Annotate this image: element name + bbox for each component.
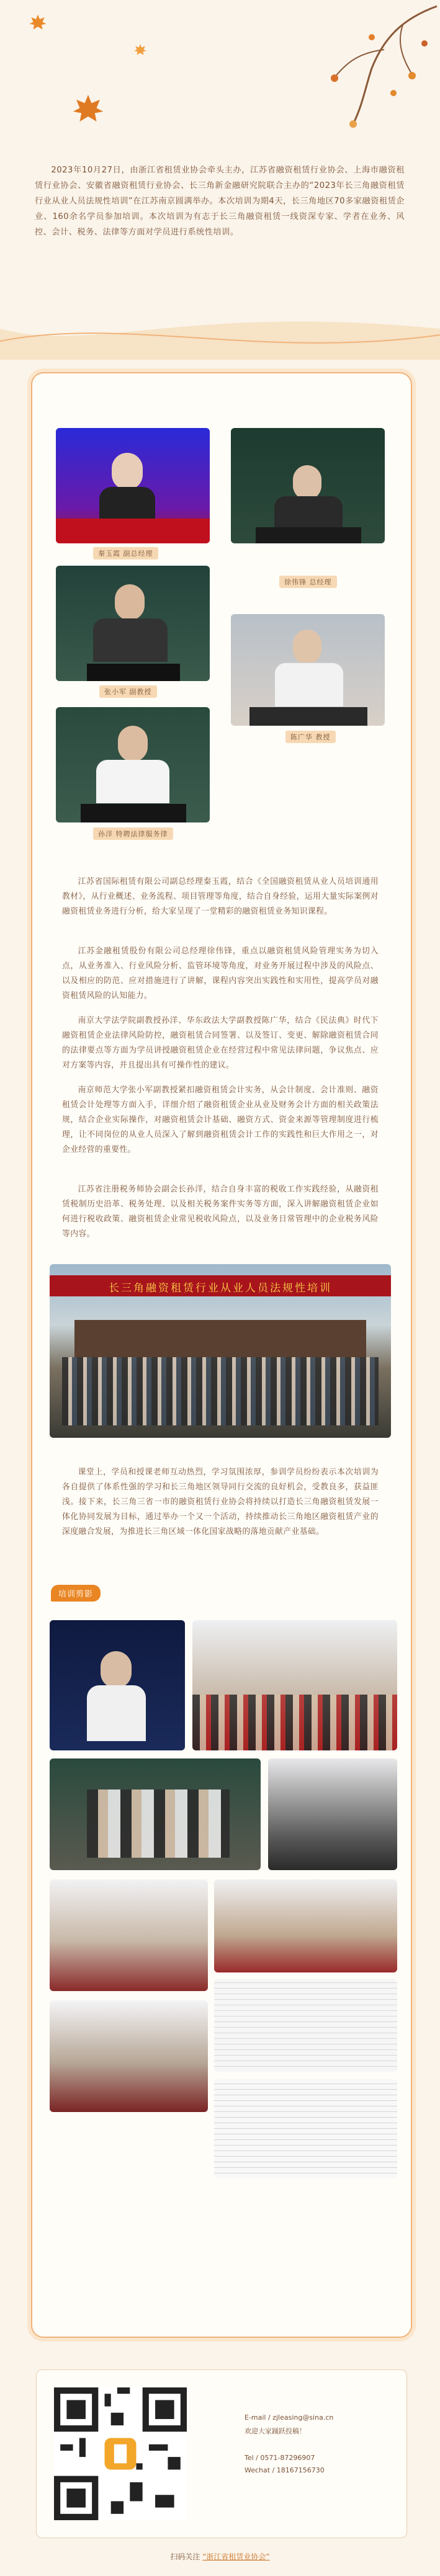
speaker-caption: 陈广华 教授 bbox=[285, 731, 336, 743]
follow-account-link[interactable]: “浙江省租赁业协会” bbox=[202, 2552, 270, 2561]
highlight-photo bbox=[50, 1758, 261, 1870]
contact-subscribe: 欢迎大家踊跃投稿！ bbox=[245, 2427, 306, 2435]
qr-code bbox=[54, 2387, 187, 2520]
lecture-paragraph: 南京师范大学张小军副教授紧扣融资租赁会计实务，从会计制度、会计准则、融资租赁会计处理等方面入手，详细介绍了融资租赁企业从业及财务会计方面的相关政策法规，结合企业实际操作，对融资租赁会计基础、融资方式、资金来源等管理制度进行梳理，让不同岗位的从业人员深入了解到融资租赁会计工作的实践性和巨大作用之一，对企业经营的重要性。 bbox=[62, 1085, 379, 1154]
highlight-photo bbox=[214, 2079, 397, 2178]
speaker-photo bbox=[56, 707, 210, 822]
highlight-photo bbox=[50, 1620, 185, 1750]
contact-email: E-mail / zjleasing@sina.cn bbox=[245, 2413, 334, 2422]
closing-paragraph: 课堂上，学员和授课老师互动热烈，学习氛围浓厚，参训学员纷纷表示本次培训为各自提供了体系性强的学习和长三角地区领导同行交流的良好机会，受教良多，获益匪浅。接下来，长三角三省一市的融资租赁行业协会将持续以打造长三角融资租赁发展一体化协同发展为目标，通过举办一个又一个活动，持续推动长三角地区融资租赁产业的深度融合发展，为推进长三角区域一体化国家战略的落地贡献产业基础。 bbox=[62, 1468, 379, 1536]
highlights-label: 培训剪影 bbox=[51, 1585, 101, 1602]
intro-paragraph: 2023年10月27日，由浙江省租赁业协会牵头主办，江苏省融资租赁行业协会、上海市融资租赁行业协会、安徽省融资租赁行业协会、长三角新金融研究院联合主办的“2023年长三角融资租赁行业从业人员法规性培训”在江苏南京圆满举办。本次培训为期4天，长三角地区70多家融资租赁企业、160余名学员参加培训。本次培训为有志于长三角融资租赁一线资深专家、学者在业务、风控、会计、税务、法律等方面对学员进行系统性培训。 bbox=[35, 166, 405, 237]
contact-phone: Tel / 0571-87296907 bbox=[245, 2454, 315, 2462]
lecture-paragraph: 江苏金融租赁股份有限公司总经理徐伟锋，重点以融资租赁风险管理实务为切入点，从业务准入、行业风险分析、监管环境等角度，对业务开展过程中涉及的风险点、以及相应的防范、应对措施进行了讲解，课程内容突出实践性和实用性，提高学员对融资租赁风险的认知能力。 bbox=[62, 947, 379, 1001]
contact-wechat: Wechat / 18167156730 bbox=[245, 2466, 325, 2474]
footer-card bbox=[36, 2369, 407, 2538]
speaker-photo bbox=[56, 566, 210, 681]
maple-leaf-icon bbox=[29, 14, 47, 32]
highlight-photo bbox=[192, 1620, 397, 1750]
speaker-caption: 孙洋 特聘法律服务律 bbox=[93, 827, 173, 840]
highlight-photo bbox=[50, 2000, 208, 2112]
maple-leaf-icon bbox=[71, 93, 105, 127]
wave-divider bbox=[0, 292, 440, 360]
follow-prefix: 扫码关注 bbox=[170, 2552, 200, 2561]
highlight-photo bbox=[50, 1879, 208, 1991]
maple-branch-decoration bbox=[279, 0, 440, 130]
lecture-paragraph: 江苏省国际租赁有限公司副总经理秦玉霞，结合《全国融资租赁从业人员培训通用教材》，从行业概述、业务流程、项目管理等角度，结合自身经验，运用大量实际案例对融资租赁业务进行分析，给大家呈现了一堂精彩的融资租赁业务知识课程。 bbox=[62, 877, 379, 916]
highlight-photo bbox=[214, 1879, 397, 1972]
lecture-paragraph: 江苏省注册税务师协会副会长孙洋，结合自身丰富的税收工作实践经验，从融资租赁税制历史沿革、税务处理、以及相关税务案件实务等方面，深入讲解融资租赁企业如何进行税收政策、融资租赁企业常见税收风险点，以及业务日常管理中的企业税务风险等内容。 bbox=[62, 1185, 379, 1239]
maple-leaf-icon bbox=[133, 43, 147, 57]
lecture-paragraph: 南京大学法学院副教授孙洋、华东政法大学副教授陈广华，结合《民法典》时代下融资租赁企业法律风险防控，融资租赁合同签署、以及签订、变更、解除融资租赁合同的法律要点等方面为学员讲授融资租赁企业在经营过程中常见法律问题，争议焦点、应对方案等内容，并且提出具有可操作性的建议。 bbox=[62, 1016, 379, 1070]
highlight-photo bbox=[214, 1979, 397, 2072]
speaker-photo bbox=[56, 428, 210, 543]
group-photo bbox=[50, 1264, 391, 1438]
follow-line bbox=[0, 2551, 440, 2562]
speaker-caption: 张小军 副教授 bbox=[99, 685, 157, 698]
group-photo-banner: 长三角融资租赁行业从业人员法规性培训 bbox=[109, 1282, 332, 1295]
speaker-photo bbox=[231, 614, 385, 726]
speaker-photo bbox=[231, 428, 385, 543]
highlight-photo bbox=[268, 1758, 397, 1870]
speaker-caption: 徐伟锋 总经理 bbox=[279, 576, 337, 588]
speaker-caption: 秦玉霞 副总经理 bbox=[93, 547, 158, 559]
